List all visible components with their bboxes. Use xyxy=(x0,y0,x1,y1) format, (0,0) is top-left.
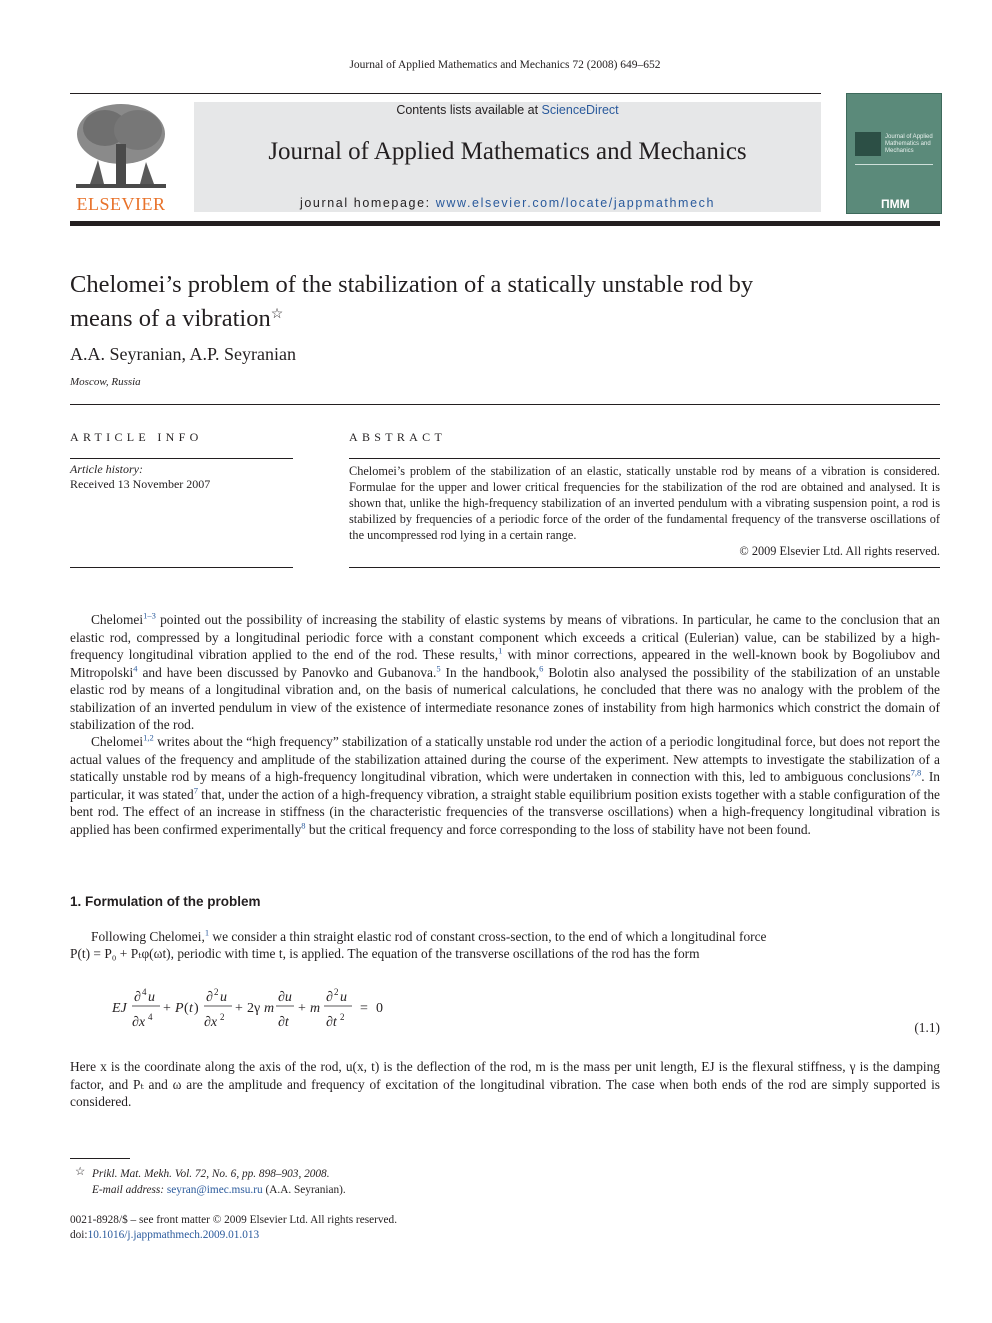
footnote-mark: ☆ xyxy=(75,1166,86,1178)
p1-text: Chelomei xyxy=(91,612,144,627)
svg-text:m: m xyxy=(310,1001,321,1016)
svg-text:4: 4 xyxy=(148,1012,153,1022)
contents-line xyxy=(194,103,821,117)
publisher-wordmark: ELSEVIER xyxy=(76,194,166,214)
homepage-prefix: journal homepage: xyxy=(299,196,436,210)
abstract-text xyxy=(349,463,940,559)
abstract-copyright: © 2009 Elsevier Ltd. All rights reserved. xyxy=(739,544,940,558)
svg-text:P: P xyxy=(175,1001,184,1016)
citation-ref[interactable]: 1,2 xyxy=(143,732,154,743)
svg-text:∂: ∂ xyxy=(206,990,213,1005)
journal-homepage xyxy=(194,196,821,210)
svg-text:∂x: ∂x xyxy=(204,1015,218,1030)
footnote-source: Prikl. Mat. Mekh. Vol. 72, No. 6, pp. 898–903, 2008. xyxy=(92,1168,330,1180)
footnote-rule xyxy=(70,1158,130,1159)
abstract-bottom-rule xyxy=(349,567,940,568)
svg-text:u: u xyxy=(340,990,347,1005)
cover-logo-block xyxy=(855,132,881,156)
p1-text: In the handbook, xyxy=(440,664,540,680)
citation-ref[interactable]: 1 xyxy=(204,927,210,938)
affiliation: Moscow, Russia xyxy=(70,376,141,388)
p2-text: but the critical frequency and force corresponding to the loss of stability have not been found. xyxy=(305,821,811,837)
title-footnote-mark[interactable]: ☆ xyxy=(270,307,284,322)
received-date: Received 13 November 2007 xyxy=(70,477,211,491)
citation-ref[interactable]: 6 xyxy=(539,663,544,674)
equation-number: (1.1) xyxy=(914,1020,940,1035)
svg-text:u: u xyxy=(220,990,227,1005)
article-info-bottom-rule xyxy=(70,567,293,568)
svg-text:∂: ∂ xyxy=(134,990,141,1005)
footnote-email xyxy=(92,1182,346,1198)
cover-subtitle: Journal of Applied Mathematics and Mechanics xyxy=(885,134,933,154)
abstract-rule xyxy=(349,458,940,459)
svg-text:∂t: ∂t xyxy=(326,1015,337,1030)
p1-text: Bolotin also analysed the possibility of the stabilization of an unstable elastic rod by means of a longitudinal vibration and, on the basis of numerical calculations, he concluded that there was no analogy with the problem of the stabilization of an inverted pendulum in view of the existence of intermediate resonance zones of instability from high harmonics which constrict the domain of stabilization of the rod. xyxy=(70,664,941,732)
p1-text: pointed out the possibility of increasing the stability of elastic systems by means of vibrations. In particular, he came to the conclusion that an elastic rod, compressed by a longitudinal periodic force with a constant component which exceeds a critical (Eulerian) value, can be stabilized by a high-frequency longitudinal vibration applied to the end of the rod. These results, xyxy=(70,612,940,662)
doi-label: doi: xyxy=(70,1229,88,1241)
p3-text: Following Chelomei, xyxy=(91,929,205,944)
svg-text:m: m xyxy=(264,1001,275,1016)
issn-line: 0021-8928/$ – see front matter © 2009 Elsevier Ltd. All rights reserved. xyxy=(70,1214,398,1226)
p2-text: that, under the action of a high-frequency vibration, a straight stable equilibrium position exists together with a stable configuration of the bent rod. The effect of an increase in stiffness (in the characteristic frequencies of the transverse oscillations) when a high-frequency longitudinal vibration is applied has been confirmed experimentally xyxy=(70,786,940,837)
abstract-heading: ABSTRACT xyxy=(349,430,447,444)
sciencedirect-link[interactable]: ScienceDirect xyxy=(541,103,619,117)
svg-text:2γ: 2γ xyxy=(247,1001,261,1016)
header-thick-rule xyxy=(70,221,940,226)
cover-title: ПММ xyxy=(881,197,910,211)
svg-text:2: 2 xyxy=(214,987,219,997)
svg-text:+: + xyxy=(163,1001,171,1016)
doi-line xyxy=(70,1227,259,1243)
citation-ref[interactable]: 7 xyxy=(193,785,198,796)
svg-text:=: = xyxy=(360,1001,368,1016)
p1-text: and have been discussed by Panovko and Gubanova. xyxy=(137,664,437,680)
journal-title: Journal of Applied Mathematics and Mechanics xyxy=(268,138,747,165)
email-label: E-mail address: xyxy=(92,1184,167,1196)
svg-text:u: u xyxy=(148,990,155,1005)
authors: A.A. Seyranian, A.P. Seyranian xyxy=(70,344,296,364)
title-line-1: Chelomei’s problem of the stabilization of a statically unstable rod by xyxy=(70,271,754,298)
homepage-link[interactable]: www.elsevier.com/locate/jappmathmech xyxy=(435,196,716,210)
svg-text:2: 2 xyxy=(334,987,339,997)
journal-citation: Journal of Applied Mathematics and Mechanics 72 (2008) 649–652 xyxy=(349,59,661,71)
svg-text:+: + xyxy=(235,1001,243,1016)
title-line-2: means of a vibration xyxy=(70,305,271,332)
p2-text: Chelomei xyxy=(91,734,144,749)
p1-text: with minor corrections, appeared in the well-known book by Bogoliubov and Mitropolski xyxy=(70,647,940,680)
section-heading: 1. Formulation of the problem xyxy=(70,894,261,909)
svg-text:t: t xyxy=(189,1001,193,1016)
cover-divider xyxy=(855,164,933,165)
email-link[interactable]: seyran@imec.msu.ru xyxy=(166,1184,263,1196)
article-info-rule xyxy=(70,458,293,459)
journal-cover-image xyxy=(846,93,942,214)
svg-text:(: ( xyxy=(184,1001,189,1016)
paragraph-intro xyxy=(70,611,940,734)
svg-text:2: 2 xyxy=(340,1012,345,1022)
history-label: Article history: xyxy=(70,462,143,476)
svg-text:∂x: ∂x xyxy=(132,1015,146,1030)
article-title xyxy=(70,270,930,334)
svg-text:EJ: EJ xyxy=(112,1001,127,1016)
citation-ref[interactable]: 4 xyxy=(133,663,138,674)
equation-1-1 xyxy=(108,984,398,1034)
p2-text: writes about the “high frequency” stabilization of a statically unstable rod under the action of a periodic longitudinal force, but does not report the actual values of the frequency and amplitude of the stabilization attained during the course of the experiment. New attempts to investigate the stabilization of a statically unstable rod by means of a high-frequency longitudinal vibration, which were undertaken in connection with this, led to ambiguous conclusions xyxy=(70,734,940,784)
svg-text:∂u: ∂u xyxy=(278,990,292,1005)
contents-prefix: Contents lists available at xyxy=(396,103,542,117)
citation-ref[interactable]: 7,8 xyxy=(910,767,922,778)
svg-text:∂: ∂ xyxy=(326,990,333,1005)
p3-text: we consider a thin straight elastic rod of constant cross-section, to the end of which a longitudinal force xyxy=(209,929,767,944)
svg-text:): ) xyxy=(194,1001,199,1016)
paragraph-variables: Here x is the coordinate along the axis of the rod, u(x, t) is the deflection of the rod, m is the mass per unit length, EJ is the flexural stiffness, γ is the damping factor, and Pₜ and ω are the amplitude and frequency of excitation of the longitudinal vibration. The case when both ends of the rod are simply supported is considered. xyxy=(70,1059,940,1109)
abstract-body: Chelomei’s problem of the stabilization of an elastic, statically unstable rod by means of a vibration is considered. Formulae for the upper and lower critical frequencies for the stabilization of the rod are obtained and analysed. It is shown that, unlike the high-frequency stabilization of an inverted pendulum with a vibrating suspension point, a rod is stabilized by frequencies of a periodic force of the order of the fundamental frequency of the transverse oscillations of the uncompressed rod lying in a certain range. xyxy=(349,464,940,542)
svg-text:2: 2 xyxy=(220,1012,225,1022)
paragraph-formulation-line2: P(t) = P₀ + Pₜφ(ωt), periodic with time t, is applied. The equation of the transverse oscillations of the rod has the form xyxy=(70,946,700,961)
citation-ref[interactable]: 1–3 xyxy=(143,610,156,621)
doi-link[interactable]: 10.1016/j.jappmathmech.2009.01.013 xyxy=(87,1229,260,1241)
citation-ref[interactable]: 1 xyxy=(498,645,503,656)
title-rule xyxy=(70,404,940,405)
citation-ref[interactable]: 5 xyxy=(436,663,441,674)
article-info-heading: ARTICLE INFO xyxy=(70,430,203,444)
svg-text:0: 0 xyxy=(376,1001,383,1016)
header-rule xyxy=(70,93,821,94)
svg-text:4: 4 xyxy=(142,987,147,997)
svg-text:+: + xyxy=(298,1001,306,1016)
paragraph-formulation xyxy=(70,928,940,946)
email-owner: (A.A. Seyranian). xyxy=(262,1184,346,1196)
svg-text:∂t: ∂t xyxy=(278,1015,289,1030)
p2-text: . In particular, it was stated xyxy=(70,769,940,802)
paragraph-chelomei xyxy=(70,733,940,838)
citation-ref[interactable]: 8 xyxy=(301,820,306,831)
